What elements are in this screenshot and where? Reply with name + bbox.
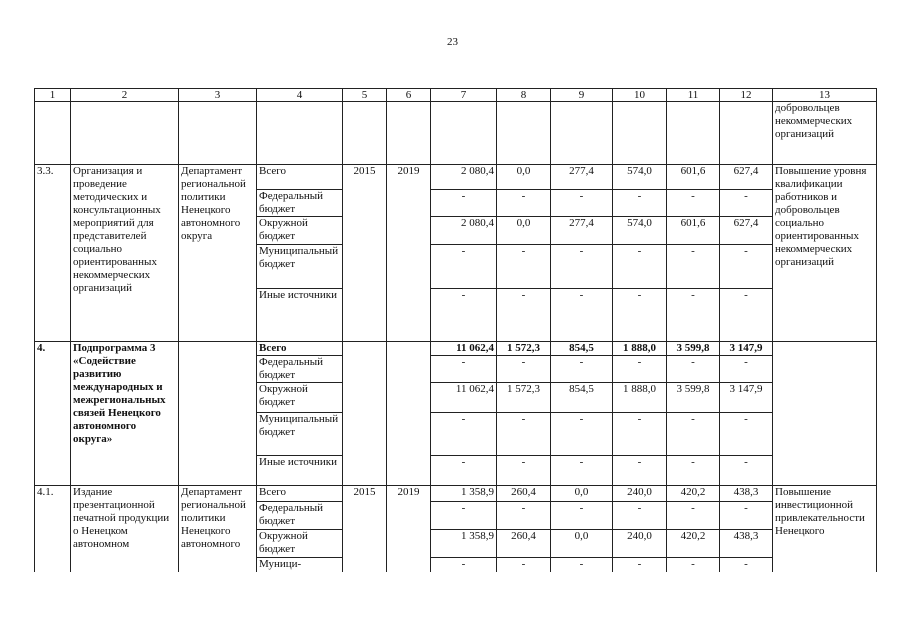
value-cell: -: [720, 502, 773, 530]
funding-source: Окружной бюджет: [257, 217, 343, 245]
table-row: [35, 165, 877, 190]
expected-result: Повышение уровня квалификации работников и добровольцев социально ориентированных некоммерческих организаций: [773, 165, 877, 342]
value-cell: -: [551, 413, 613, 456]
funding-source: Иные источники: [257, 289, 343, 342]
value-cell: -: [551, 289, 613, 342]
executor: Департамент региональной политики Ненецкого автономного: [179, 486, 257, 572]
column-header: 4: [257, 89, 343, 102]
column-header: 9: [551, 89, 613, 102]
value-cell: -: [431, 558, 497, 572]
value-cell: 11 062,4: [431, 383, 497, 413]
value-cell: -: [497, 245, 551, 289]
column-number-row: [35, 89, 877, 102]
expected-result: добровольцев некоммерческих организаций: [773, 102, 877, 165]
page-number: 23: [447, 36, 458, 48]
value-cell: -: [497, 558, 551, 572]
value-cell: 240,0: [613, 530, 667, 558]
funding-source: Всего: [257, 486, 343, 502]
value-cell: -: [613, 456, 667, 486]
funding-source: Федеральный бюджет: [257, 356, 343, 383]
column-header: 8: [497, 89, 551, 102]
column-header: 1: [35, 89, 71, 102]
value-cell: -: [667, 456, 720, 486]
value-cell: -: [720, 413, 773, 456]
value-cell: -: [613, 356, 667, 383]
value-cell: 260,4: [497, 530, 551, 558]
value-cell: -: [497, 413, 551, 456]
value-cell: -: [431, 245, 497, 289]
value-cell: 1 358,9: [431, 530, 497, 558]
funding-source: Иные источники: [257, 456, 343, 486]
value-cell: -: [431, 502, 497, 530]
value-cell: -: [667, 245, 720, 289]
expected-result: Повышение инвестиционной привлекательности Ненецкого: [773, 486, 877, 572]
value-cell: -: [551, 456, 613, 486]
value-cell: 438,3: [720, 530, 773, 558]
funding-source: Муници-: [257, 558, 343, 572]
column-header: 13: [773, 89, 877, 102]
funding-source: Муниципальный бюджет: [257, 413, 343, 456]
funding-source: Муниципальный бюджет: [257, 245, 343, 289]
value-cell: -: [497, 289, 551, 342]
value-cell: -: [497, 456, 551, 486]
value-cell: -: [720, 245, 773, 289]
value-cell: 240,0: [613, 486, 667, 502]
activity-name: Организация и проведение методических и консультационных мероприятий для представителей социально ориентированных некоммерческих организаций: [71, 165, 179, 342]
value-cell: 574,0: [613, 165, 667, 190]
value-cell: -: [551, 356, 613, 383]
value-cell: -: [720, 190, 773, 217]
value-cell: 260,4: [497, 486, 551, 502]
end-year: 2019: [387, 486, 431, 572]
value-cell: -: [613, 558, 667, 572]
value-cell: 1 888,0: [613, 342, 667, 356]
value-cell: -: [667, 190, 720, 217]
value-cell: 0,0: [497, 217, 551, 245]
value-cell: 574,0: [613, 217, 667, 245]
value-cell: 0,0: [551, 486, 613, 502]
value-cell: -: [720, 289, 773, 342]
row-number: 3.3.: [35, 165, 71, 342]
column-header: 12: [720, 89, 773, 102]
funding-source: Всего: [257, 165, 343, 190]
value-cell: 627,4: [720, 217, 773, 245]
value-cell: -: [497, 502, 551, 530]
value-cell: -: [497, 356, 551, 383]
value-cell: 420,2: [667, 486, 720, 502]
value-cell: 277,4: [551, 165, 613, 190]
row-number: 4.1.: [35, 486, 71, 572]
value-cell: -: [431, 356, 497, 383]
value-cell: 1 888,0: [613, 383, 667, 413]
value-cell: -: [551, 502, 613, 530]
value-cell: 2 080,4: [431, 165, 497, 190]
value-cell: -: [551, 245, 613, 289]
value-cell: -: [667, 558, 720, 572]
value-cell: 627,4: [720, 165, 773, 190]
value-cell: -: [720, 456, 773, 486]
end-year: 2019: [387, 165, 431, 342]
value-cell: 854,5: [551, 342, 613, 356]
value-cell: 601,6: [667, 217, 720, 245]
value-cell: 2 080,4: [431, 217, 497, 245]
column-header: 10: [613, 89, 667, 102]
value-cell: -: [720, 558, 773, 572]
table-row: [35, 342, 877, 356]
value-cell: -: [431, 289, 497, 342]
value-cell: 3 147,9: [720, 383, 773, 413]
value-cell: -: [431, 456, 497, 486]
value-cell: 420,2: [667, 530, 720, 558]
funding-source: Окружной бюджет: [257, 383, 343, 413]
value-cell: -: [613, 245, 667, 289]
value-cell: -: [613, 190, 667, 217]
value-cell: 3 599,8: [667, 342, 720, 356]
value-cell: 0,0: [497, 165, 551, 190]
funding-source: Окружной бюджет: [257, 530, 343, 558]
value-cell: -: [613, 289, 667, 342]
funding-source: Всего: [257, 342, 343, 356]
executor: Департамент региональной политики Ненецкого автономного округа: [179, 165, 257, 342]
value-cell: 0,0: [551, 530, 613, 558]
activity-name: Издание презентационной печатной продукции о Ненецком автономном: [71, 486, 179, 572]
value-cell: -: [613, 413, 667, 456]
column-header: 3: [179, 89, 257, 102]
value-cell: -: [551, 190, 613, 217]
value-cell: 1 358,9: [431, 486, 497, 502]
subprogram-name: Подпрограмма 3 «Содействие развитию международных и межрегиональных связей Ненецкого автономного округа»: [71, 342, 179, 486]
value-cell: 1 572,3: [497, 342, 551, 356]
value-cell: -: [497, 190, 551, 217]
funding-source: Федеральный бюджет: [257, 502, 343, 530]
value-cell: -: [613, 502, 667, 530]
value-cell: -: [720, 356, 773, 383]
value-cell: 1 572,3: [497, 383, 551, 413]
value-cell: -: [667, 289, 720, 342]
column-header: 11: [667, 89, 720, 102]
funding-source: Федеральный бюджет: [257, 190, 343, 217]
program-table: [34, 88, 877, 572]
start-year: 2015: [343, 165, 387, 342]
value-cell: -: [667, 502, 720, 530]
value-cell: -: [431, 190, 497, 217]
continuation-row: [35, 102, 877, 165]
column-header: 2: [71, 89, 179, 102]
column-header: 7: [431, 89, 497, 102]
value-cell: -: [667, 413, 720, 456]
value-cell: -: [431, 413, 497, 456]
value-cell: 438,3: [720, 486, 773, 502]
row-number: 4.: [35, 342, 71, 486]
value-cell: 601,6: [667, 165, 720, 190]
value-cell: -: [551, 558, 613, 572]
value-cell: 11 062,4: [431, 342, 497, 356]
table-row: [35, 486, 877, 502]
value-cell: -: [667, 356, 720, 383]
value-cell: 3 147,9: [720, 342, 773, 356]
value-cell: 854,5: [551, 383, 613, 413]
column-header: 5: [343, 89, 387, 102]
column-header: 6: [387, 89, 431, 102]
value-cell: 3 599,8: [667, 383, 720, 413]
value-cell: 277,4: [551, 217, 613, 245]
start-year: 2015: [343, 486, 387, 572]
